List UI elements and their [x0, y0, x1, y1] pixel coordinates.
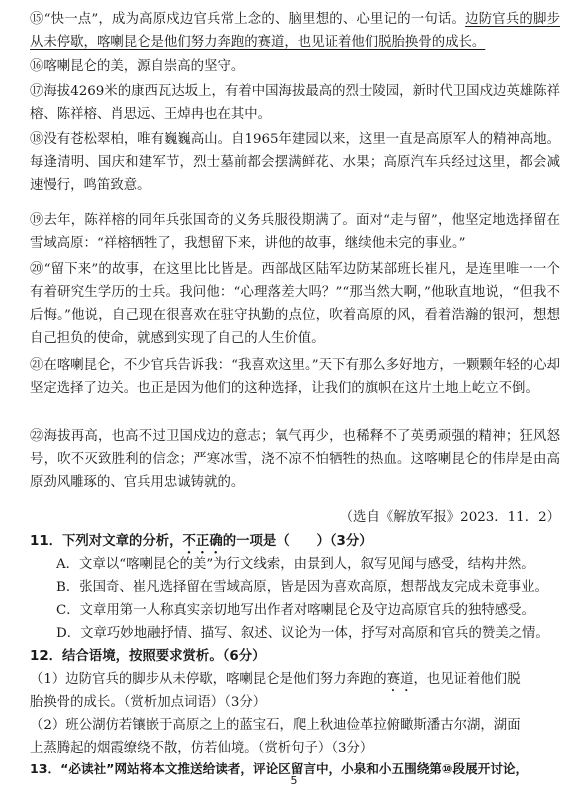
paragraph-16 — [30, 55, 560, 78]
p21-text: ㉑在喀喇昆仑，不少官兵告诉我：“我喜欢这里。”天下有那么多好地方，一颗颗年轻的心却坚定选择了边关。也正是因为他们的这种选择，让我们的旗帜在这片土地上屹立不倒。 — [30, 358, 560, 396]
q11-option-b: B．张国奇、崔凡选择留在雪域高原，皆是因为喜欢高原，想帮战友完成未竟事业。 — [56, 580, 548, 595]
p20-text: ⑳“留下来”的故事，在这里比比皆是。西部战区陆军边防某部班长崔凡，是连里唯一一个有着研究生学历的士兵。我问他：“心理落差大吗？”“那当然大啊，”他耿直地说，“但我不后悔。”他说，自己现在很喜欢在驻守执勤的点位，吹着高原的风，看着浩瀚的银河，想想自己担负的使命，就感到实现了自己的人生价值。 — [30, 262, 560, 346]
p16-text: ⑯喀喇昆仑的美，源自崇高的坚守。 — [30, 59, 245, 74]
q11-stem-b: 的一项是（ ）（3分） — [222, 534, 373, 549]
paragraph-22 — [30, 425, 560, 494]
q12-s1-a: （1）边防官兵的脚步从未停歇，喀喇昆仑是他们努力奔跑的 — [30, 672, 387, 687]
q11-option-c: C．文章用第一人称真实亲切地写出作者对喀喇昆仑及守边高原官兵的独特感受。 — [56, 603, 535, 618]
q11-option-a: A．文章以“喀喇昆仑的美”为行文线索，由景到人，叙写见闻与感受，结构井然。 — [56, 557, 535, 572]
q12-sub-2: （2）班公湖仿若镶嵌于高原之上的蓝宝石，爬上秋迪俭革拉俯瞰斯潘古尔湖，湖面 — [30, 718, 521, 733]
paragraph-18 — [30, 128, 560, 197]
page-number: 5 — [290, 774, 298, 787]
paragraph-15 — [30, 8, 560, 54]
p17-text: ⑰海拔4269米的康西瓦达坂上，有着中国海拔最高的烈士陵园，新时代卫国戍边英雄陈祥榕、陈祥榕、肖思远、王焯冉也在其中。 — [30, 84, 560, 122]
q11-option-d: D．文章巧妙地融抒情、描写、叙述、议论为一体，抒写对高原和官兵的赞美之情。 — [56, 626, 549, 641]
paragraph-19 — [30, 209, 560, 255]
p22-text: ㉒海拔再高，也高不过卫国戍边的意志；氧气再少，也稀释不了英勇顽强的精神；狂风怒号，吹不灭致胜利的信念；严寒冰雪，浇不凉不怕牺牲的热血。这喀喇昆仑的伟岸是由高原劲风雕琢的、官兵用忠诚铸就的。 — [30, 429, 560, 490]
q12-sub-2-cont: 上蒸腾起的烟霞缭绕不散，仿若仙境。（赏析句子）（3分） — [30, 741, 374, 756]
paragraph-17 — [30, 80, 560, 126]
p15-underlined-sentence: 边防官兵的脚步从未停歇，喀喇昆仑是他们努力奔跑的赛道，也见证着他们脱胎换骨的成长。 — [30, 12, 560, 50]
q12-sub-1-cont: 胎换骨的成长。（赏析加点词语）（3分） — [30, 695, 267, 710]
q11-emphasis: 不正确 — [182, 534, 223, 549]
q11-stem-a: 11．下列对文章的分析， — [30, 534, 183, 549]
source-citation: （选自《解放军报》2023．11．2） — [339, 510, 560, 525]
q12-s1-b: ，也见证着他们脱 — [413, 672, 521, 687]
question-12-stem: 12．结合语境，按照要求赏析。（6分） — [30, 649, 266, 664]
q12-dotted-word: 赛道 — [386, 672, 414, 687]
q13-stem-a: 13．“必读社”网站将本文推送给读者，评论区留言中，小泉和小五围绕第⑩段展开讨论， — [30, 761, 529, 776]
p15-text: ⑮“快一点”，成为高原戍边官兵常上念的、脑里想的、心里记的一句话。 — [30, 12, 466, 27]
p18-text: ⑱没有苍松翠柏，唯有巍巍高山。自1965年建园以来，这里一直是高原军人的精神高地。每逢清明、国庆和建军节，烈士墓前都会摆满鲜花、水果；高原汽车兵经过这里，都会减速慢行，鸣笛致意。 — [30, 132, 560, 193]
paragraph-20 — [30, 258, 560, 350]
paragraph-21 — [30, 354, 560, 400]
p19-text: ⑲去年，陈祥榕的同年兵张国奇的义务兵服役期满了。面对“走与留”，他坚定地选择留在雪域高原：“祥榕牺牲了，我想留下来，讲他的故事，继续他未完的事业。” — [30, 213, 560, 251]
